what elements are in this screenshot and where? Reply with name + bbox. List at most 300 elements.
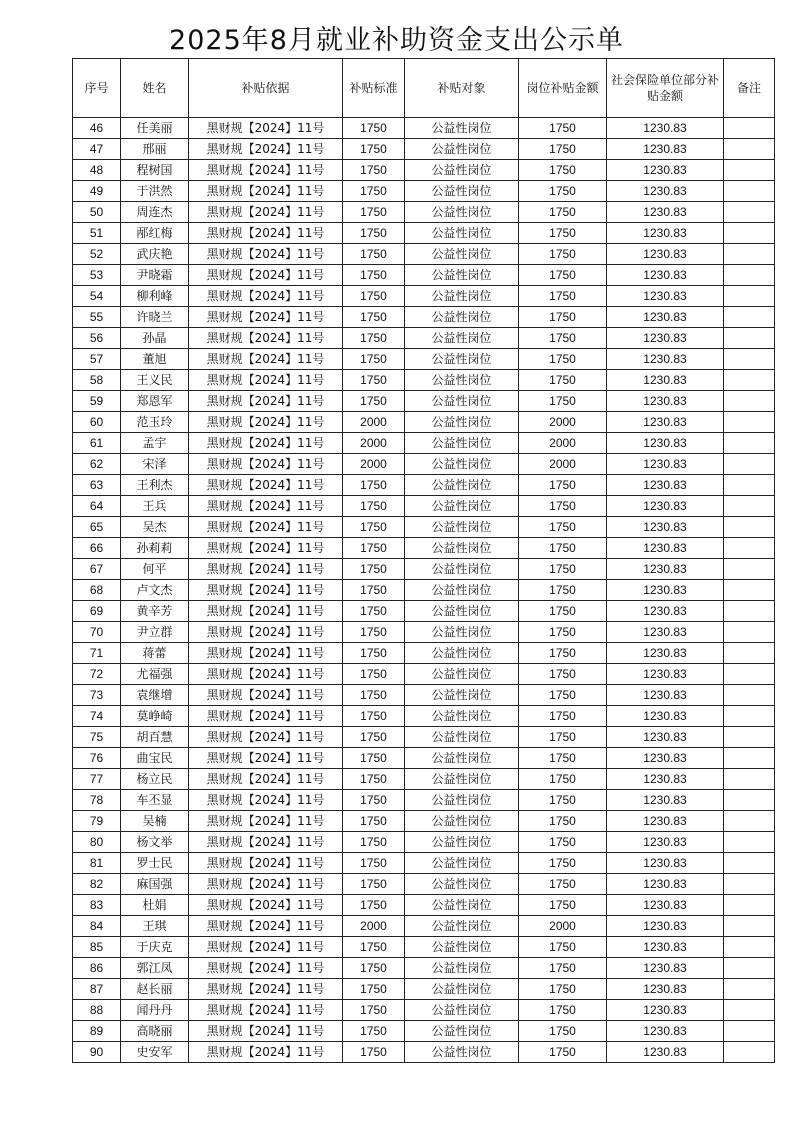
cell-name: 闻丹丹 bbox=[121, 1000, 189, 1021]
header-remark: 备注 bbox=[724, 59, 775, 118]
cell-standard: 2000 bbox=[343, 454, 405, 475]
table-row bbox=[73, 454, 775, 475]
cell-remark bbox=[724, 895, 775, 916]
cell-insurance-amount: 1230.83 bbox=[607, 496, 724, 517]
cell-post-amount: 1750 bbox=[519, 706, 607, 727]
cell-target: 公益性岗位 bbox=[405, 937, 519, 958]
cell-basis: 黑财规【2024】11号 bbox=[189, 1000, 343, 1021]
cell-target: 公益性岗位 bbox=[405, 1042, 519, 1063]
cell-insurance-amount: 1230.83 bbox=[607, 601, 724, 622]
cell-name: 邴红梅 bbox=[121, 223, 189, 244]
cell-insurance-amount: 1230.83 bbox=[607, 118, 724, 139]
cell-remark bbox=[724, 958, 775, 979]
table-row bbox=[73, 181, 775, 202]
cell-remark bbox=[724, 790, 775, 811]
cell-seq: 57 bbox=[73, 349, 121, 370]
cell-insurance-amount: 1230.83 bbox=[607, 580, 724, 601]
cell-standard: 1750 bbox=[343, 265, 405, 286]
cell-remark bbox=[724, 685, 775, 706]
cell-standard: 1750 bbox=[343, 286, 405, 307]
cell-seq: 62 bbox=[73, 454, 121, 475]
cell-post-amount: 1750 bbox=[519, 118, 607, 139]
cell-remark bbox=[724, 1042, 775, 1063]
cell-remark bbox=[724, 160, 775, 181]
cell-basis: 黑财规【2024】11号 bbox=[189, 769, 343, 790]
cell-target: 公益性岗位 bbox=[405, 748, 519, 769]
cell-post-amount: 1750 bbox=[519, 139, 607, 160]
cell-standard: 1750 bbox=[343, 748, 405, 769]
table-row bbox=[73, 832, 775, 853]
cell-standard: 1750 bbox=[343, 580, 405, 601]
cell-target: 公益性岗位 bbox=[405, 517, 519, 538]
cell-post-amount: 1750 bbox=[519, 769, 607, 790]
cell-seq: 75 bbox=[73, 727, 121, 748]
cell-basis: 黑财规【2024】11号 bbox=[189, 433, 343, 454]
cell-target: 公益性岗位 bbox=[405, 769, 519, 790]
table-row bbox=[73, 160, 775, 181]
cell-target: 公益性岗位 bbox=[405, 979, 519, 1000]
header-name: 姓名 bbox=[121, 59, 189, 118]
cell-basis: 黑财规【2024】11号 bbox=[189, 748, 343, 769]
cell-post-amount: 1750 bbox=[519, 559, 607, 580]
cell-post-amount: 1750 bbox=[519, 958, 607, 979]
cell-seq: 81 bbox=[73, 853, 121, 874]
cell-remark bbox=[724, 538, 775, 559]
cell-post-amount: 1750 bbox=[519, 202, 607, 223]
cell-name: 董旭 bbox=[121, 349, 189, 370]
cell-seq: 51 bbox=[73, 223, 121, 244]
cell-seq: 89 bbox=[73, 1021, 121, 1042]
cell-basis: 黑财规【2024】11号 bbox=[189, 601, 343, 622]
cell-post-amount: 1750 bbox=[519, 370, 607, 391]
cell-basis: 黑财规【2024】11号 bbox=[189, 412, 343, 433]
header-target: 补贴对象 bbox=[405, 59, 519, 118]
cell-seq: 84 bbox=[73, 916, 121, 937]
cell-target: 公益性岗位 bbox=[405, 895, 519, 916]
cell-insurance-amount: 1230.83 bbox=[607, 1000, 724, 1021]
table-row bbox=[73, 664, 775, 685]
cell-name: 柳利峰 bbox=[121, 286, 189, 307]
table-row bbox=[73, 790, 775, 811]
cell-standard: 2000 bbox=[343, 433, 405, 454]
cell-seq: 53 bbox=[73, 265, 121, 286]
cell-remark bbox=[724, 328, 775, 349]
cell-standard: 1750 bbox=[343, 685, 405, 706]
cell-standard: 2000 bbox=[343, 412, 405, 433]
cell-basis: 黑财规【2024】11号 bbox=[189, 895, 343, 916]
cell-basis: 黑财规【2024】11号 bbox=[189, 580, 343, 601]
cell-insurance-amount: 1230.83 bbox=[607, 832, 724, 853]
cell-name: 孙莉莉 bbox=[121, 538, 189, 559]
cell-basis: 黑财规【2024】11号 bbox=[189, 328, 343, 349]
cell-insurance-amount: 1230.83 bbox=[607, 1021, 724, 1042]
cell-target: 公益性岗位 bbox=[405, 412, 519, 433]
cell-post-amount: 1750 bbox=[519, 244, 607, 265]
cell-target: 公益性岗位 bbox=[405, 433, 519, 454]
cell-standard: 1750 bbox=[343, 769, 405, 790]
cell-standard: 1750 bbox=[343, 895, 405, 916]
cell-remark bbox=[724, 454, 775, 475]
header-insurance-amount: 社会保险单位部分补贴金额 bbox=[607, 59, 724, 118]
cell-name: 于庆克 bbox=[121, 937, 189, 958]
cell-insurance-amount: 1230.83 bbox=[607, 391, 724, 412]
cell-name: 宋泽 bbox=[121, 454, 189, 475]
cell-standard: 1750 bbox=[343, 832, 405, 853]
cell-basis: 黑财规【2024】11号 bbox=[189, 223, 343, 244]
cell-remark bbox=[724, 286, 775, 307]
cell-post-amount: 1750 bbox=[519, 160, 607, 181]
cell-seq: 90 bbox=[73, 1042, 121, 1063]
cell-remark bbox=[724, 706, 775, 727]
cell-remark bbox=[724, 979, 775, 1000]
table-header-row bbox=[73, 59, 775, 118]
table-row bbox=[73, 433, 775, 454]
cell-post-amount: 1750 bbox=[519, 832, 607, 853]
cell-remark bbox=[724, 118, 775, 139]
cell-target: 公益性岗位 bbox=[405, 832, 519, 853]
cell-name: 高晓丽 bbox=[121, 1021, 189, 1042]
cell-target: 公益性岗位 bbox=[405, 370, 519, 391]
cell-insurance-amount: 1230.83 bbox=[607, 853, 724, 874]
table-row bbox=[73, 811, 775, 832]
cell-name: 胡百慧 bbox=[121, 727, 189, 748]
cell-standard: 1750 bbox=[343, 958, 405, 979]
cell-target: 公益性岗位 bbox=[405, 622, 519, 643]
cell-basis: 黑财规【2024】11号 bbox=[189, 370, 343, 391]
cell-basis: 黑财规【2024】11号 bbox=[189, 622, 343, 643]
cell-name: 麻国强 bbox=[121, 874, 189, 895]
cell-standard: 1750 bbox=[343, 538, 405, 559]
cell-post-amount: 1750 bbox=[519, 307, 607, 328]
cell-name: 吴杰 bbox=[121, 517, 189, 538]
cell-remark bbox=[724, 139, 775, 160]
cell-basis: 黑财规【2024】11号 bbox=[189, 454, 343, 475]
cell-insurance-amount: 1230.83 bbox=[607, 244, 724, 265]
cell-seq: 65 bbox=[73, 517, 121, 538]
cell-seq: 66 bbox=[73, 538, 121, 559]
table-row bbox=[73, 979, 775, 1000]
cell-seq: 63 bbox=[73, 475, 121, 496]
cell-insurance-amount: 1230.83 bbox=[607, 979, 724, 1000]
cell-name: 范玉玲 bbox=[121, 412, 189, 433]
cell-insurance-amount: 1230.83 bbox=[607, 727, 724, 748]
cell-remark bbox=[724, 265, 775, 286]
cell-post-amount: 1750 bbox=[519, 853, 607, 874]
cell-standard: 1750 bbox=[343, 517, 405, 538]
cell-basis: 黑财规【2024】11号 bbox=[189, 307, 343, 328]
cell-seq: 61 bbox=[73, 433, 121, 454]
cell-post-amount: 1750 bbox=[519, 874, 607, 895]
cell-standard: 1750 bbox=[343, 307, 405, 328]
cell-seq: 58 bbox=[73, 370, 121, 391]
cell-remark bbox=[724, 349, 775, 370]
cell-remark bbox=[724, 811, 775, 832]
cell-remark bbox=[724, 307, 775, 328]
cell-name: 曲宝民 bbox=[121, 748, 189, 769]
cell-basis: 黑财规【2024】11号 bbox=[189, 664, 343, 685]
cell-insurance-amount: 1230.83 bbox=[607, 475, 724, 496]
cell-name: 任美丽 bbox=[121, 118, 189, 139]
cell-post-amount: 1750 bbox=[519, 937, 607, 958]
cell-seq: 80 bbox=[73, 832, 121, 853]
cell-post-amount: 2000 bbox=[519, 916, 607, 937]
cell-seq: 55 bbox=[73, 307, 121, 328]
cell-post-amount: 1750 bbox=[519, 727, 607, 748]
cell-standard: 1750 bbox=[343, 118, 405, 139]
cell-seq: 48 bbox=[73, 160, 121, 181]
cell-basis: 黑财规【2024】11号 bbox=[189, 538, 343, 559]
cell-seq: 79 bbox=[73, 811, 121, 832]
cell-insurance-amount: 1230.83 bbox=[607, 559, 724, 580]
table-row bbox=[73, 349, 775, 370]
cell-basis: 黑财规【2024】11号 bbox=[189, 244, 343, 265]
cell-basis: 黑财规【2024】11号 bbox=[189, 1021, 343, 1042]
cell-name: 郭江凤 bbox=[121, 958, 189, 979]
cell-target: 公益性岗位 bbox=[405, 643, 519, 664]
cell-post-amount: 1750 bbox=[519, 1021, 607, 1042]
cell-target: 公益性岗位 bbox=[405, 223, 519, 244]
cell-insurance-amount: 1230.83 bbox=[607, 139, 724, 160]
table-row bbox=[73, 601, 775, 622]
cell-seq: 46 bbox=[73, 118, 121, 139]
cell-seq: 85 bbox=[73, 937, 121, 958]
cell-name: 武庆艳 bbox=[121, 244, 189, 265]
cell-remark bbox=[724, 727, 775, 748]
cell-name: 史安军 bbox=[121, 1042, 189, 1063]
cell-seq: 47 bbox=[73, 139, 121, 160]
table-row bbox=[73, 118, 775, 139]
table-row bbox=[73, 286, 775, 307]
cell-name: 尹晓霜 bbox=[121, 265, 189, 286]
cell-standard: 1750 bbox=[343, 853, 405, 874]
cell-post-amount: 1750 bbox=[519, 538, 607, 559]
cell-standard: 1750 bbox=[343, 349, 405, 370]
cell-standard: 1750 bbox=[343, 244, 405, 265]
cell-post-amount: 1750 bbox=[519, 685, 607, 706]
cell-name: 尹立群 bbox=[121, 622, 189, 643]
cell-target: 公益性岗位 bbox=[405, 916, 519, 937]
cell-name: 杜娟 bbox=[121, 895, 189, 916]
table-row bbox=[73, 307, 775, 328]
cell-basis: 黑财规【2024】11号 bbox=[189, 727, 343, 748]
cell-post-amount: 1750 bbox=[519, 979, 607, 1000]
cell-seq: 70 bbox=[73, 622, 121, 643]
cell-basis: 黑财规【2024】11号 bbox=[189, 475, 343, 496]
cell-seq: 72 bbox=[73, 664, 121, 685]
cell-remark bbox=[724, 937, 775, 958]
cell-basis: 黑财规【2024】11号 bbox=[189, 790, 343, 811]
cell-target: 公益性岗位 bbox=[405, 475, 519, 496]
cell-insurance-amount: 1230.83 bbox=[607, 790, 724, 811]
cell-standard: 1750 bbox=[343, 559, 405, 580]
cell-remark bbox=[724, 748, 775, 769]
cell-seq: 67 bbox=[73, 559, 121, 580]
table-row bbox=[73, 538, 775, 559]
cell-seq: 54 bbox=[73, 286, 121, 307]
cell-basis: 黑财规【2024】11号 bbox=[189, 832, 343, 853]
table-row bbox=[73, 622, 775, 643]
table-row bbox=[73, 328, 775, 349]
cell-basis: 黑财规【2024】11号 bbox=[189, 391, 343, 412]
cell-target: 公益性岗位 bbox=[405, 118, 519, 139]
cell-standard: 1750 bbox=[343, 727, 405, 748]
table-row bbox=[73, 412, 775, 433]
cell-remark bbox=[724, 874, 775, 895]
cell-basis: 黑财规【2024】11号 bbox=[189, 811, 343, 832]
cell-insurance-amount: 1230.83 bbox=[607, 328, 724, 349]
cell-standard: 1750 bbox=[343, 328, 405, 349]
cell-name: 郑恩军 bbox=[121, 391, 189, 412]
cell-insurance-amount: 1230.83 bbox=[607, 412, 724, 433]
cell-standard: 1750 bbox=[343, 874, 405, 895]
cell-standard: 1750 bbox=[343, 811, 405, 832]
cell-insurance-amount: 1230.83 bbox=[607, 202, 724, 223]
cell-target: 公益性岗位 bbox=[405, 181, 519, 202]
cell-name: 卢文杰 bbox=[121, 580, 189, 601]
cell-basis: 黑财规【2024】11号 bbox=[189, 517, 343, 538]
cell-remark bbox=[724, 412, 775, 433]
cell-name: 王琪 bbox=[121, 916, 189, 937]
cell-seq: 87 bbox=[73, 979, 121, 1000]
cell-post-amount: 1750 bbox=[519, 286, 607, 307]
cell-post-amount: 1750 bbox=[519, 1042, 607, 1063]
cell-basis: 黑财规【2024】11号 bbox=[189, 496, 343, 517]
cell-standard: 1750 bbox=[343, 391, 405, 412]
cell-post-amount: 1750 bbox=[519, 391, 607, 412]
cell-insurance-amount: 1230.83 bbox=[607, 643, 724, 664]
table-row bbox=[73, 244, 775, 265]
cell-post-amount: 1750 bbox=[519, 328, 607, 349]
cell-insurance-amount: 1230.83 bbox=[607, 433, 724, 454]
cell-basis: 黑财规【2024】11号 bbox=[189, 979, 343, 1000]
table-row bbox=[73, 937, 775, 958]
table-row bbox=[73, 748, 775, 769]
cell-insurance-amount: 1230.83 bbox=[607, 223, 724, 244]
cell-remark bbox=[724, 580, 775, 601]
cell-post-amount: 1750 bbox=[519, 517, 607, 538]
cell-target: 公益性岗位 bbox=[405, 559, 519, 580]
cell-target: 公益性岗位 bbox=[405, 454, 519, 475]
cell-insurance-amount: 1230.83 bbox=[607, 748, 724, 769]
cell-remark bbox=[724, 1021, 775, 1042]
cell-name: 王兵 bbox=[121, 496, 189, 517]
cell-insurance-amount: 1230.83 bbox=[607, 958, 724, 979]
page-title: 2025年8月就业补助资金支出公示单 bbox=[169, 25, 624, 56]
cell-basis: 黑财规【2024】11号 bbox=[189, 937, 343, 958]
cell-remark bbox=[724, 916, 775, 937]
cell-target: 公益性岗位 bbox=[405, 727, 519, 748]
cell-basis: 黑财规【2024】11号 bbox=[189, 685, 343, 706]
cell-insurance-amount: 1230.83 bbox=[607, 811, 724, 832]
cell-seq: 88 bbox=[73, 1000, 121, 1021]
table-row bbox=[73, 496, 775, 517]
cell-remark bbox=[724, 832, 775, 853]
cell-seq: 56 bbox=[73, 328, 121, 349]
table-row bbox=[73, 1042, 775, 1063]
cell-name: 王利杰 bbox=[121, 475, 189, 496]
cell-basis: 黑财规【2024】11号 bbox=[189, 349, 343, 370]
cell-insurance-amount: 1230.83 bbox=[607, 769, 724, 790]
cell-standard: 1750 bbox=[343, 937, 405, 958]
cell-insurance-amount: 1230.83 bbox=[607, 349, 724, 370]
cell-remark bbox=[724, 223, 775, 244]
cell-remark bbox=[724, 517, 775, 538]
cell-post-amount: 1750 bbox=[519, 748, 607, 769]
cell-target: 公益性岗位 bbox=[405, 874, 519, 895]
cell-name: 程树国 bbox=[121, 160, 189, 181]
cell-target: 公益性岗位 bbox=[405, 244, 519, 265]
cell-seq: 78 bbox=[73, 790, 121, 811]
cell-insurance-amount: 1230.83 bbox=[607, 181, 724, 202]
cell-target: 公益性岗位 bbox=[405, 160, 519, 181]
cell-name: 莫峥崎 bbox=[121, 706, 189, 727]
cell-standard: 1750 bbox=[343, 139, 405, 160]
cell-insurance-amount: 1230.83 bbox=[607, 1042, 724, 1063]
cell-post-amount: 1750 bbox=[519, 496, 607, 517]
cell-target: 公益性岗位 bbox=[405, 706, 519, 727]
cell-basis: 黑财规【2024】11号 bbox=[189, 958, 343, 979]
cell-seq: 50 bbox=[73, 202, 121, 223]
cell-seq: 71 bbox=[73, 643, 121, 664]
cell-insurance-amount: 1230.83 bbox=[607, 895, 724, 916]
cell-post-amount: 1750 bbox=[519, 223, 607, 244]
cell-insurance-amount: 1230.83 bbox=[607, 874, 724, 895]
cell-remark bbox=[724, 853, 775, 874]
table-row bbox=[73, 580, 775, 601]
cell-name: 罗士民 bbox=[121, 853, 189, 874]
cell-remark bbox=[724, 244, 775, 265]
cell-post-amount: 1750 bbox=[519, 580, 607, 601]
cell-seq: 69 bbox=[73, 601, 121, 622]
cell-post-amount: 1750 bbox=[519, 181, 607, 202]
cell-name: 周连杰 bbox=[121, 202, 189, 223]
cell-basis: 黑财规【2024】11号 bbox=[189, 559, 343, 580]
cell-standard: 1750 bbox=[343, 496, 405, 517]
cell-target: 公益性岗位 bbox=[405, 139, 519, 160]
table-row bbox=[73, 202, 775, 223]
cell-target: 公益性岗位 bbox=[405, 202, 519, 223]
table-row bbox=[73, 685, 775, 706]
cell-name: 孟宇 bbox=[121, 433, 189, 454]
cell-target: 公益性岗位 bbox=[405, 496, 519, 517]
cell-name: 于洪然 bbox=[121, 181, 189, 202]
header-seq: 序号 bbox=[73, 59, 121, 118]
cell-standard: 1750 bbox=[343, 643, 405, 664]
cell-remark bbox=[724, 601, 775, 622]
cell-basis: 黑财规【2024】11号 bbox=[189, 706, 343, 727]
table-row bbox=[73, 265, 775, 286]
cell-insurance-amount: 1230.83 bbox=[607, 706, 724, 727]
header-standard: 补贴标准 bbox=[343, 59, 405, 118]
cell-standard: 1750 bbox=[343, 202, 405, 223]
table-row bbox=[73, 370, 775, 391]
cell-standard: 1750 bbox=[343, 223, 405, 244]
table-row bbox=[73, 1021, 775, 1042]
cell-basis: 黑财规【2024】11号 bbox=[189, 853, 343, 874]
table-row bbox=[73, 874, 775, 895]
cell-insurance-amount: 1230.83 bbox=[607, 286, 724, 307]
cell-name: 尤福强 bbox=[121, 664, 189, 685]
cell-remark bbox=[724, 664, 775, 685]
cell-basis: 黑财规【2024】11号 bbox=[189, 916, 343, 937]
cell-standard: 1750 bbox=[343, 706, 405, 727]
cell-name: 车丕显 bbox=[121, 790, 189, 811]
cell-remark bbox=[724, 559, 775, 580]
cell-target: 公益性岗位 bbox=[405, 265, 519, 286]
cell-basis: 黑财规【2024】11号 bbox=[189, 1042, 343, 1063]
cell-standard: 1750 bbox=[343, 979, 405, 1000]
cell-insurance-amount: 1230.83 bbox=[607, 916, 724, 937]
